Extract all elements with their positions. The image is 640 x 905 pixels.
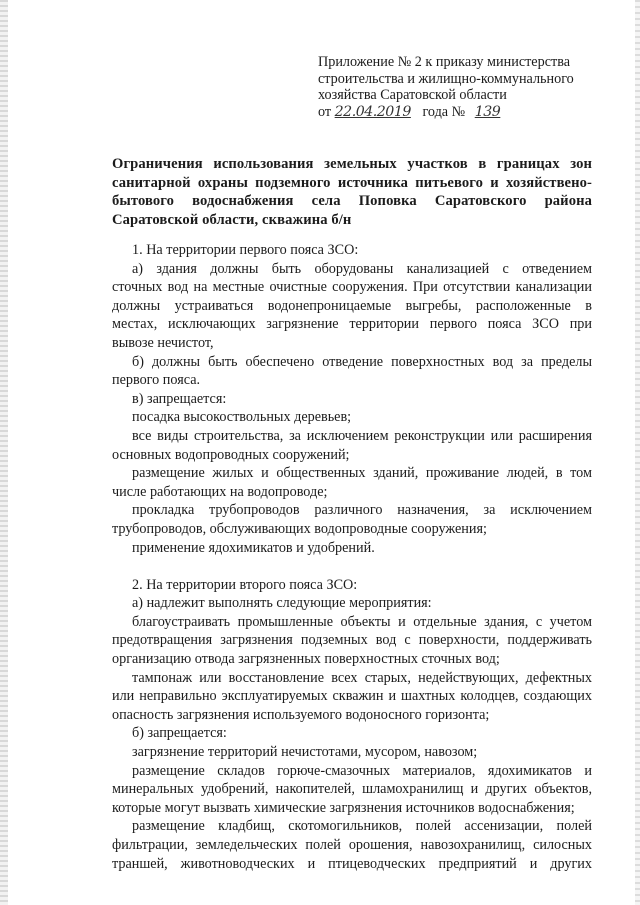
section-1-heading: 1. На территории первого пояса ЗСО: (132, 242, 359, 258)
document-body (112, 241, 592, 873)
s1-v-item: числе работающих на водопроводе; (112, 483, 328, 500)
from-label: от (318, 103, 332, 120)
s1-v-item: применение ядохимикатов и удобрений. (132, 539, 375, 556)
title-line: бытового водоснабжения села Поповка Саратовского района (112, 193, 592, 210)
title-line: санитарной охраны подземного источника питьевого и хозяйствено- (112, 174, 592, 191)
s1-v-item: все виды строительства, за исключением реконструкции или расширения (132, 427, 592, 444)
s2-b-item: траншей, животноводческих и птицеводческих предприятий и других (112, 855, 592, 872)
s1-a-line: местах, исключающих загрязнение территории первого пояса ЗСО при (112, 316, 592, 333)
s2-a-item: благоустраивать промышленные объекты и отдельные здания, с учетом (132, 613, 592, 630)
s2-b-item: размещение складов горюче-смазочных материалов, ядохимикатов и (132, 762, 592, 779)
s1-a-line: а) здания должны быть оборудованы канализацией с отведением (132, 260, 592, 277)
appendix-header (318, 54, 618, 120)
s2-b-item: минеральных удобрений, накопителей, шламохранилищ и других объектов, (112, 781, 592, 798)
s2-a-item: предотвращения загрязнения подземных вод с поверхности, поддерживать (112, 632, 592, 649)
s2-a-item: опасность загрязнения используемого водоносного горизонта; (112, 706, 490, 723)
s1-v-item: размещение жилых и общественных зданий, проживание людей, в том (132, 465, 592, 482)
s2-a-item: организацию отвода загрязненных поверхностных сточных вод; (112, 651, 500, 668)
s1-a-line: должны устраиваться водонепроницаемые выгребы, расположенные в (112, 297, 592, 314)
year-label: года № (422, 103, 466, 120)
s1-v-item: трубопроводов, обслуживающих водопроводные сооружения; (112, 520, 487, 537)
s2-a-item: или неправильно эксплуатируемых скважин и шахтных колодцев, создающих (112, 688, 592, 705)
s2-a-label: а) надлежит выполнять следующие мероприятия: (132, 595, 432, 612)
s1-v-item: посадка высокоствольных деревьев; (132, 409, 352, 426)
section-2-heading: 2. На территории второго пояса ЗСО: (132, 576, 358, 593)
s1-v-label: в) запрещается: (132, 390, 227, 407)
appendix-line-1: Приложение № 2 к приказу министерства (318, 54, 571, 70)
section-spacer (112, 557, 592, 576)
s1-v-item: прокладка трубопроводов различного назначения, за исключением (132, 502, 592, 519)
s2-b-item: фильтрации, земледельческих полей орошения, навозохранилищ, силосных (112, 837, 592, 853)
document-title (112, 155, 592, 229)
s2-b-item: которые могут вызвать химические загрязнения источников водоснабжения; (112, 799, 575, 816)
handwritten-date: 22.04.2019 (334, 103, 411, 120)
title-line: Ограничения использования земельных участков в границах зон (112, 156, 592, 172)
s2-a-item: тампонаж или восстановление всех старых, недействующих, дефектных (132, 669, 592, 686)
scan-edge-left (0, 0, 8, 905)
handwritten-number: 139 (474, 103, 501, 120)
s2-b-item: размещение кладбищ, скотомогильников, полей ассенизации, полей (132, 818, 592, 835)
s1-v-item: основных водопроводных сооружений; (112, 446, 350, 463)
appendix-line-2: строительства и жилищно-коммунального (318, 70, 574, 87)
scan-edge-right (635, 0, 640, 905)
s2-b-label: б) запрещается: (132, 725, 227, 742)
appendix-line-3: хозяйства Саратовской области (318, 87, 507, 103)
s1-a-line: вывозе нечистот, (112, 334, 214, 351)
s1-b-line: б) должны быть обеспечено отведение поверхностных вод за пределы (132, 353, 592, 370)
s2-b-item: загрязнение территорий нечистотами, мусором, навозом; (132, 744, 478, 761)
title-line: Саратовской области, скважина б/н (112, 211, 352, 228)
s1-a-line: сточных вод на местные очистные сооружения. При отсутствии канализации (112, 279, 592, 296)
s1-b-line: первого пояса. (112, 372, 201, 389)
appendix-date-line (318, 104, 618, 121)
